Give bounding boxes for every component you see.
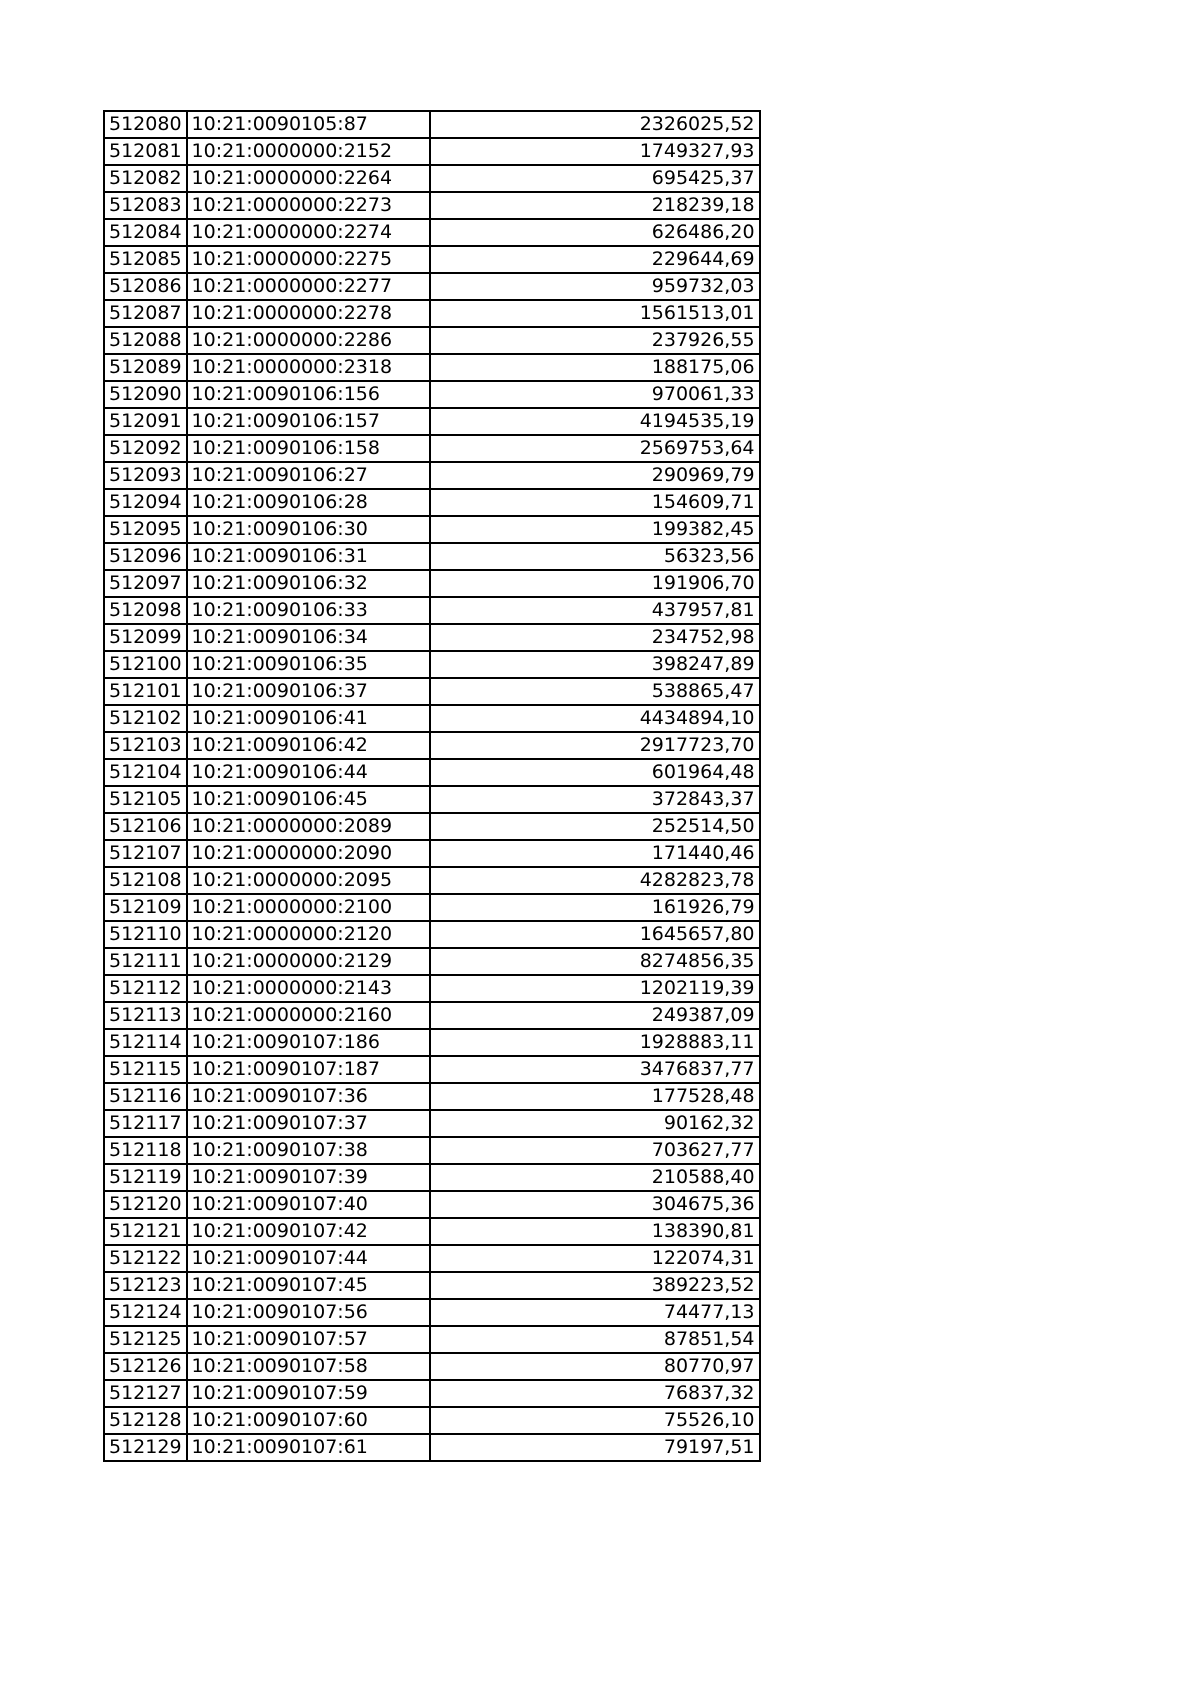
amount-cell: 970061,33 (430, 381, 760, 408)
table-row (104, 462, 760, 489)
row-id-cell: 512124 (104, 1299, 187, 1326)
table-row (104, 624, 760, 651)
cadastral-number-cell: 10:21:0090107:44 (187, 1245, 430, 1272)
row-id-cell: 512109 (104, 894, 187, 921)
amount-cell: 695425,37 (430, 165, 760, 192)
cadastral-number-cell: 10:21:0090107:37 (187, 1110, 430, 1137)
table-row (104, 246, 760, 273)
table-row (104, 435, 760, 462)
amount-cell: 122074,31 (430, 1245, 760, 1272)
row-id-cell: 512089 (104, 354, 187, 381)
row-id-cell: 512104 (104, 759, 187, 786)
row-id-cell: 512099 (104, 624, 187, 651)
row-id-cell: 512096 (104, 543, 187, 570)
amount-cell: 237926,55 (430, 327, 760, 354)
table-row (104, 1326, 760, 1353)
amount-cell: 56323,56 (430, 543, 760, 570)
cadastral-number-cell: 10:21:0000000:2100 (187, 894, 430, 921)
cadastral-number-cell: 10:21:0000000:2278 (187, 300, 430, 327)
table-row (104, 1272, 760, 1299)
cadastral-number-cell: 10:21:0090106:30 (187, 516, 430, 543)
table-row (104, 327, 760, 354)
table-row (104, 273, 760, 300)
row-id-cell: 512090 (104, 381, 187, 408)
amount-cell: 154609,71 (430, 489, 760, 516)
cadastral-number-cell: 10:21:0090106:37 (187, 678, 430, 705)
table-row (104, 651, 760, 678)
row-id-cell: 512105 (104, 786, 187, 813)
table-row (104, 1110, 760, 1137)
row-id-cell: 512103 (104, 732, 187, 759)
amount-cell: 372843,37 (430, 786, 760, 813)
cadastral-number-cell: 10:21:0000000:2143 (187, 975, 430, 1002)
amount-cell: 74477,13 (430, 1299, 760, 1326)
amount-cell: 437957,81 (430, 597, 760, 624)
row-id-cell: 512119 (104, 1164, 187, 1191)
table-row (104, 732, 760, 759)
table-row (104, 1164, 760, 1191)
cadastral-number-cell: 10:21:0000000:2152 (187, 138, 430, 165)
amount-cell: 188175,06 (430, 354, 760, 381)
table-row (104, 1218, 760, 1245)
table-body (104, 111, 760, 1461)
table-row (104, 1353, 760, 1380)
table-row (104, 813, 760, 840)
amount-cell: 389223,52 (430, 1272, 760, 1299)
cadastral-number-cell: 10:21:0090107:61 (187, 1434, 430, 1461)
cadastral-number-cell: 10:21:0090106:31 (187, 543, 430, 570)
amount-cell: 90162,32 (430, 1110, 760, 1137)
amount-cell: 75526,10 (430, 1407, 760, 1434)
row-id-cell: 512129 (104, 1434, 187, 1461)
cadastral-number-cell: 10:21:0000000:2277 (187, 273, 430, 300)
cadastral-number-cell: 10:21:0090107:57 (187, 1326, 430, 1353)
table-row (104, 1137, 760, 1164)
cadastral-number-cell: 10:21:0090106:28 (187, 489, 430, 516)
row-id-cell: 512118 (104, 1137, 187, 1164)
amount-cell: 234752,98 (430, 624, 760, 651)
table-row (104, 786, 760, 813)
row-id-cell: 512086 (104, 273, 187, 300)
amount-cell: 601964,48 (430, 759, 760, 786)
row-id-cell: 512128 (104, 1407, 187, 1434)
table-row (104, 570, 760, 597)
cadastral-number-cell: 10:21:0000000:2318 (187, 354, 430, 381)
cadastral-number-cell: 10:21:0090107:58 (187, 1353, 430, 1380)
table-row (104, 165, 760, 192)
table-row (104, 1002, 760, 1029)
row-id-cell: 512121 (104, 1218, 187, 1245)
cadastral-number-cell: 10:21:0090106:158 (187, 435, 430, 462)
table-row (104, 1299, 760, 1326)
cadastral-number-cell: 10:21:0000000:2160 (187, 1002, 430, 1029)
table-row (104, 111, 760, 138)
cadastral-number-cell: 10:21:0090107:45 (187, 1272, 430, 1299)
row-id-cell: 512097 (104, 570, 187, 597)
row-id-cell: 512083 (104, 192, 187, 219)
cadastral-number-cell: 10:21:0090106:157 (187, 408, 430, 435)
table-row (104, 1407, 760, 1434)
amount-cell: 87851,54 (430, 1326, 760, 1353)
table-row (104, 597, 760, 624)
amount-cell: 199382,45 (430, 516, 760, 543)
table-row (104, 381, 760, 408)
cadastral-number-cell: 10:21:0000000:2273 (187, 192, 430, 219)
amount-cell: 171440,46 (430, 840, 760, 867)
cadastral-number-cell: 10:21:0090107:42 (187, 1218, 430, 1245)
cadastral-number-cell: 10:21:0090106:45 (187, 786, 430, 813)
amount-cell: 80770,97 (430, 1353, 760, 1380)
row-id-cell: 512127 (104, 1380, 187, 1407)
data-table (103, 110, 761, 1462)
amount-cell: 2917723,70 (430, 732, 760, 759)
cadastral-number-cell: 10:21:0090107:60 (187, 1407, 430, 1434)
amount-cell: 703627,77 (430, 1137, 760, 1164)
amount-cell: 4282823,78 (430, 867, 760, 894)
table-row (104, 1434, 760, 1461)
row-id-cell: 512113 (104, 1002, 187, 1029)
row-id-cell: 512088 (104, 327, 187, 354)
cadastral-number-cell: 10:21:0090107:187 (187, 1056, 430, 1083)
row-id-cell: 512111 (104, 948, 187, 975)
cadastral-number-cell: 10:21:0000000:2286 (187, 327, 430, 354)
amount-cell: 1928883,11 (430, 1029, 760, 1056)
table-row (104, 867, 760, 894)
row-id-cell: 512098 (104, 597, 187, 624)
amount-cell: 177528,48 (430, 1083, 760, 1110)
table-row (104, 1380, 760, 1407)
cadastral-number-cell: 10:21:0000000:2089 (187, 813, 430, 840)
table-row (104, 759, 760, 786)
row-id-cell: 512114 (104, 1029, 187, 1056)
amount-cell: 3476837,77 (430, 1056, 760, 1083)
row-id-cell: 512102 (104, 705, 187, 732)
amount-cell: 229644,69 (430, 246, 760, 273)
cadastral-number-cell: 10:21:0090106:156 (187, 381, 430, 408)
table-row (104, 408, 760, 435)
row-id-cell: 512093 (104, 462, 187, 489)
amount-cell: 4434894,10 (430, 705, 760, 732)
row-id-cell: 512095 (104, 516, 187, 543)
table-row (104, 840, 760, 867)
amount-cell: 398247,89 (430, 651, 760, 678)
amount-cell: 1749327,93 (430, 138, 760, 165)
row-id-cell: 512101 (104, 678, 187, 705)
cadastral-number-cell: 10:21:0000000:2129 (187, 948, 430, 975)
amount-cell: 2569753,64 (430, 435, 760, 462)
cadastral-number-cell: 10:21:0090107:39 (187, 1164, 430, 1191)
table-row (104, 516, 760, 543)
table-row (104, 300, 760, 327)
cadastral-number-cell: 10:21:0090106:41 (187, 705, 430, 732)
row-id-cell: 512082 (104, 165, 187, 192)
row-id-cell: 512112 (104, 975, 187, 1002)
row-id-cell: 512106 (104, 813, 187, 840)
cadastral-number-cell: 10:21:0090106:44 (187, 759, 430, 786)
table-row (104, 1245, 760, 1272)
table-row (104, 921, 760, 948)
row-id-cell: 512094 (104, 489, 187, 516)
amount-cell: 8274856,35 (430, 948, 760, 975)
amount-cell: 304675,36 (430, 1191, 760, 1218)
table-row (104, 1056, 760, 1083)
table-row (104, 1029, 760, 1056)
cadastral-number-cell: 10:21:0090106:27 (187, 462, 430, 489)
row-id-cell: 512085 (104, 246, 187, 273)
row-id-cell: 512080 (104, 111, 187, 138)
row-id-cell: 512126 (104, 1353, 187, 1380)
table-row (104, 138, 760, 165)
row-id-cell: 512117 (104, 1110, 187, 1137)
amount-cell: 79197,51 (430, 1434, 760, 1461)
row-id-cell: 512091 (104, 408, 187, 435)
row-id-cell: 512100 (104, 651, 187, 678)
cadastral-number-cell: 10:21:0000000:2095 (187, 867, 430, 894)
table-row (104, 705, 760, 732)
cadastral-number-cell: 10:21:0090106:34 (187, 624, 430, 651)
row-id-cell: 512092 (104, 435, 187, 462)
cadastral-number-cell: 10:21:0090107:40 (187, 1191, 430, 1218)
amount-cell: 218239,18 (430, 192, 760, 219)
amount-cell: 959732,03 (430, 273, 760, 300)
amount-cell: 290969,79 (430, 462, 760, 489)
amount-cell: 249387,09 (430, 1002, 760, 1029)
cadastral-number-cell: 10:21:0000000:2120 (187, 921, 430, 948)
table-row (104, 1191, 760, 1218)
cadastral-number-cell: 10:21:0000000:2090 (187, 840, 430, 867)
row-id-cell: 512107 (104, 840, 187, 867)
amount-cell: 1645657,80 (430, 921, 760, 948)
row-id-cell: 512115 (104, 1056, 187, 1083)
cadastral-number-cell: 10:21:0000000:2275 (187, 246, 430, 273)
cadastral-number-cell: 10:21:0090106:32 (187, 570, 430, 597)
cadastral-number-cell: 10:21:0000000:2274 (187, 219, 430, 246)
cadastral-number-cell: 10:21:0000000:2264 (187, 165, 430, 192)
cadastral-number-cell: 10:21:0090106:33 (187, 597, 430, 624)
row-id-cell: 512108 (104, 867, 187, 894)
cadastral-number-cell: 10:21:0090107:56 (187, 1299, 430, 1326)
amount-cell: 626486,20 (430, 219, 760, 246)
amount-cell: 1202119,39 (430, 975, 760, 1002)
table-row (104, 219, 760, 246)
row-id-cell: 512087 (104, 300, 187, 327)
cadastral-number-cell: 10:21:0090106:35 (187, 651, 430, 678)
row-id-cell: 512081 (104, 138, 187, 165)
amount-cell: 538865,47 (430, 678, 760, 705)
table-row (104, 489, 760, 516)
row-id-cell: 512084 (104, 219, 187, 246)
cadastral-number-cell: 10:21:0090106:42 (187, 732, 430, 759)
amount-cell: 138390,81 (430, 1218, 760, 1245)
table-row (104, 894, 760, 921)
amount-cell: 161926,79 (430, 894, 760, 921)
table-row (104, 192, 760, 219)
cadastral-number-cell: 10:21:0090107:38 (187, 1137, 430, 1164)
table-row (104, 543, 760, 570)
row-id-cell: 512120 (104, 1191, 187, 1218)
amount-cell: 2326025,52 (430, 111, 760, 138)
cadastral-number-cell: 10:21:0090105:87 (187, 111, 430, 138)
cadastral-number-cell: 10:21:0090107:36 (187, 1083, 430, 1110)
cadastral-number-cell: 10:21:0090107:186 (187, 1029, 430, 1056)
amount-cell: 1561513,01 (430, 300, 760, 327)
row-id-cell: 512116 (104, 1083, 187, 1110)
table-row (104, 975, 760, 1002)
table-row (104, 354, 760, 381)
table-row (104, 1083, 760, 1110)
amount-cell: 4194535,19 (430, 408, 760, 435)
cadastral-number-cell: 10:21:0090107:59 (187, 1380, 430, 1407)
amount-cell: 210588,40 (430, 1164, 760, 1191)
row-id-cell: 512125 (104, 1326, 187, 1353)
table-row (104, 678, 760, 705)
table-row (104, 948, 760, 975)
row-id-cell: 512122 (104, 1245, 187, 1272)
row-id-cell: 512110 (104, 921, 187, 948)
row-id-cell: 512123 (104, 1272, 187, 1299)
amount-cell: 252514,50 (430, 813, 760, 840)
amount-cell: 76837,32 (430, 1380, 760, 1407)
amount-cell: 191906,70 (430, 570, 760, 597)
